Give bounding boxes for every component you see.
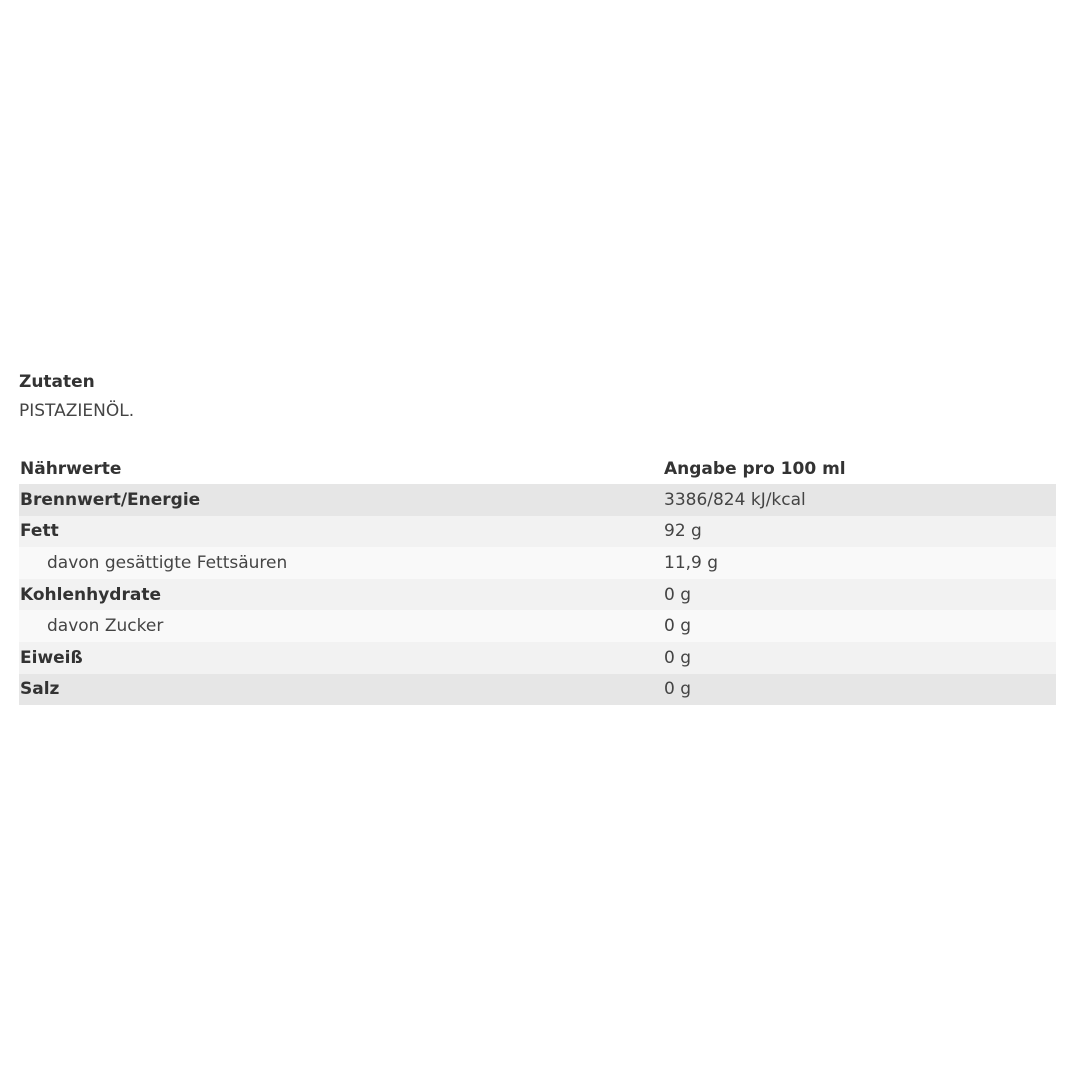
nutrition-row-value: 0 g [663,642,1056,674]
ingredients-text: PISTAZIENÖL. [19,401,135,421]
nutrition-row-value: 0 g [663,610,1056,642]
nutrition-row-saturated-fat [19,547,1056,579]
product-info [19,368,1056,705]
ingredients-heading: Zutaten [19,372,95,392]
nutrition-row-value: 3386/824 kJ/kcal [663,484,1056,516]
nutrition-row-carbohydrates [19,579,1056,611]
nutrition-row-name: Fett [19,516,663,548]
nutrition-row-protein [19,642,1056,674]
nutrition-row-name: davon gesättigte Fettsäuren [19,547,663,579]
nutrition-row-name: Kohlenhydrate [19,579,663,611]
nutrition-row-value: 92 g [663,516,1056,548]
nutrition-row-name: Brennwert/Energie [19,484,663,516]
nutrition-row-sugar [19,610,1056,642]
nutrition-row-name: Salz [19,674,663,706]
nutrition-row-value: 11,9 g [663,547,1056,579]
nutrition-header-value: Angabe pro 100 ml [664,459,846,479]
nutrition-header-row [19,454,1056,484]
nutrition-row-value: 0 g [663,579,1056,611]
nutrition-header-name: Nährwerte [20,459,122,479]
nutrition-row-name: Eiweiß [19,642,663,674]
nutrition-row-salt [19,674,1056,706]
nutrition-row-fat [19,516,1056,548]
nutrition-row-name: davon Zucker [19,610,663,642]
nutrition-table [19,454,1056,705]
nutrition-row-energy [19,484,1056,516]
nutrition-row-value: 0 g [663,674,1056,706]
